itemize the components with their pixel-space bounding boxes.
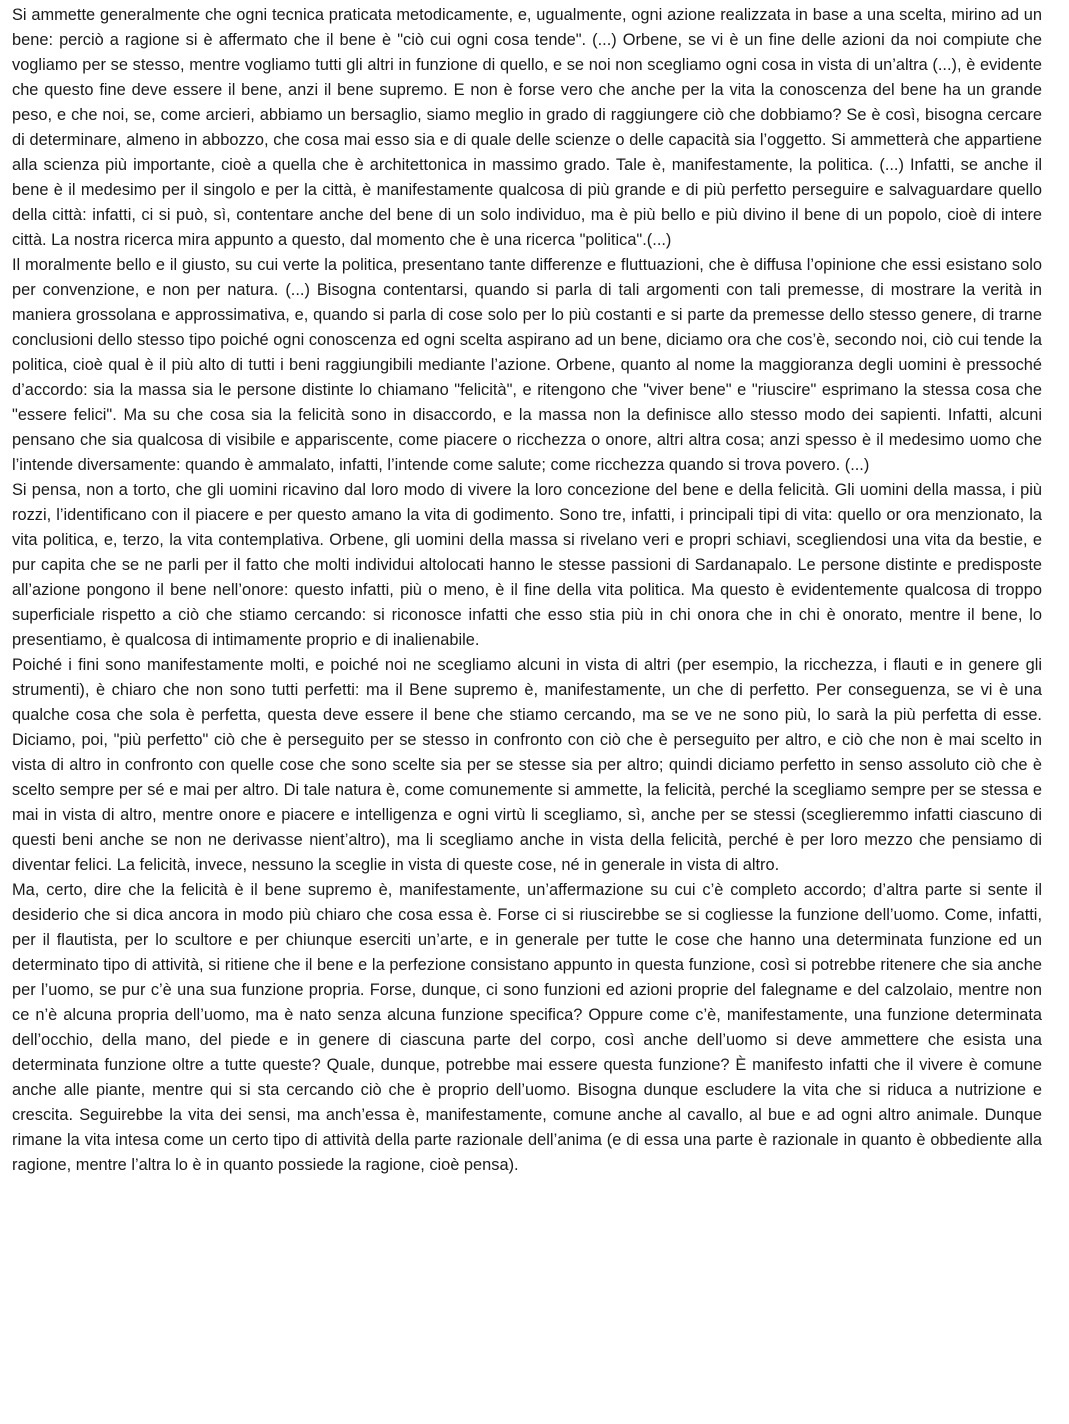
paragraph-tipi-di-vita: Si pensa, non a torto, che gli uomini ricavino dal loro modo di vivere la loro concezione del bene e della felicità. Gli uomini della massa, i più rozzi, l’identificano con il piacere e per questo amano la vita di godimento. Sono tre, infatti, i principali tipi di vita: quello or ora menzionato, la vita politica, e, terzo, la vita contemplativa. Orbene, gli uomini della massa si rivelano veri e propri schiavi, scegliendosi una vita da bestie, e pur capita che se ne parli per il fatto che molti individui altolocati hanno le stesse passioni di Sardanapalo. Le persone distinte e predisposte all’azione pongono il bene nell’onore: questo infatti, più o meno, è il fine della vita politica. Ma questo è evidentemente qualcosa di troppo superficiale rispetto a ciò che stiamo cercando: si riconosce infatti che esso stia più in chi onora che in chi è onorato, mentre il bene, lo presentiamo, è qualcosa di intimamente proprio e di inalienabile. xyxy=(12,481,1042,649)
paragraph-fini-perfetti: Poiché i fini sono manifestamente molti, e poiché noi ne scegliamo alcuni in vista di altri (per esempio, la ricchezza, i flauti e in genere gli strumenti), è chiaro che non sono tutti perfetti: ma il Bene supremo è, manifestamente, un che di perfetto. Per conseguenza, se vi è una qualche cosa che sola è perfetta, questa deve essere il bene che stiamo cercando, ma se ve ne sono più, lo sarà la più perfetta di esse. Diciamo, poi, "più perfetto" ciò che è perseguito per se stesso in confronto con ciò che è perseguito per altro, e ciò che non è mai scelto in vista di altro in confronto con quelle cose che sono scelte sia per se stesse sia per altro; quindi diciamo perfetto in senso assoluto ciò che è scelto sempre per sé e mai per altro. Di tale natura è, come comunemente si ammette, la felicità, perché la scegliamo sempre per se stessa e mai in vista di altro, mentre onore e piacere e intelligenza e ogni virtù li scegliamo, sì, anche per se stessi (sceglieremmo infatti ciascuno di questi beni anche se non ne derivasse nient’altro), ma li scegliamo anche in vista della felicità, perché è per loro mezzo che pensiamo di diventar felici. La felicità, invece, nessuno la sceglie in vista di queste cose, né in generale in vista di altro. xyxy=(12,656,1042,874)
paragraph-felicita: Il moralmente bello e il giusto, su cui verte la politica, presentano tante differenze e fluttuazioni, che è diffusa l’opinione che essi esistano solo per convenzione, e non per natura. (...) Bisogna contentarsi, quando si parla di tali argomenti con tali premesse, di mostrare la verità in maniera grossolana e approssimativa, e, quando si parla di cose solo per lo più costanti e si parte da premesse dello stesso genere, di trarne conclusioni dello stesso tipo poiché ogni conoscenza ed ogni scelta aspirano ad un bene, diciamo ora che cos’è, secondo noi, ciò cui tende la politica, cioè qual è il più alto di tutti i beni raggiungibili mediante l’azione. Orbene, quanto al nome la maggioranza degli uomini è pressoché d’accordo: sia la massa sia le persone distinte lo chiamano "felicità", e ritengono che "viver bene" e "riuscire" esprimano la stessa cosa che "essere felici". Ma su che cosa sia la felicità sono in disaccordo, e la massa non la definisce allo stesso modo dei sapienti. Infatti, alcuni pensano che sia qualcosa di visibile e appariscente, come piacere o ricchezza o onore, altri altra cosa; anzi spesso è il medesimo uomo che l’intende diversamente: quando è ammalato, infatti, l’intende come salute; come ricchezza quando si trova povero. (...) xyxy=(12,256,1042,474)
paragraph-funzione-uomo: Ma, certo, dire che la felicità è il bene supremo è, manifestamente, un’affermazione su cui c’è completo accordo; d’altra parte si sente il desiderio che si dica ancora in modo più chiaro che cosa essa è. Forse ci si riuscirebbe se si cogliesse la funzione dell’uomo. Come, infatti, per il flautista, per lo scultore e per chiunque eserciti un’arte, e in generale per tutte le cose che hanno una determinata funzione ed un determinato tipo di attività, si ritiene che il bene e la perfezione consistano appunto in questa funzione, così si potrebbe ritenere che sia anche per l’uomo, se pur c’è una sua funzione propria. Forse, dunque, ci sono funzioni ed azioni proprie del falegname e del calzolaio, mentre non ce n’è alcuna propria dell’uomo, ma è nato senza alcuna funzione specifica? Oppure come c’è, manifestamente, una funzione determinata dell’occhio, della mano, del piede e in genere di ciascuna parte del corpo, così anche dell’uomo si deve ammettere che esista una determinata funzione oltre a tutte queste? Quale, dunque, potrebbe mai essere questa funzione? È manifesto infatti che il vivere è comune anche alle piante, mentre qui si sta cercando ciò che è proprio dell’uomo. Bisogna dunque escludere la vita che si riduca a nutrizione e crescita. Seguirebbe la vita dei sensi, ma anch’essa è, manifestamente, comune anche al cavallo, al bue e ad ogni altro animale. Dunque rimane la vita intesa come un certo tipo di attività della parte razionale dell’anima (e di essa una parte è razionale in quanto è obbediente alla ragione, mentre l’altra lo è in quanto possiede la ragione, cioè pensa). xyxy=(12,881,1042,1174)
document-page xyxy=(12,3,1042,1178)
paragraph-bene-supremo: Si ammette generalmente che ogni tecnica praticata metodicamente, e, ugualmente, ogni azione realizzata in base a una scelta, mirino ad un bene: perciò a ragione si è affermato che il bene è "ciò cui ogni cosa tende". (...) Orbene, se vi è un fine delle azioni da noi compiute che vogliamo per se stesso, mentre vogliamo tutti gli altri in funzione di quello, e se noi non scegliamo ogni cosa in vista di un’altra (...), è evidente che questo fine deve essere il bene, anzi il bene supremo. E non è forse vero che anche per la vita la conoscenza del bene ha un grande peso, e che noi, se, come arcieri, abbiamo un bersaglio, siamo meglio in grado di raggiungere ciò che dobbiamo? Se è così, bisogna cercare di determinare, almeno in abbozzo, che cosa mai esso sia e di quale delle scienze o delle capacità sia l’oggetto. Si ammetterà che appartiene alla scienza più importante, cioè a quella che è architettonica in massimo grado. Tale è, manifestamente, la politica. (...) Infatti, se anche il bene è il medesimo per il singolo e per la città, è manifestamente qualcosa di più grande e di più perfetto perseguire e salvaguardare quello della città: infatti, ci si può, sì, contentare anche del bene di un solo individuo, ma è più bello e più divino il bene di un popolo, cioè di intere città. La nostra ricerca mira appunto a questo, dal momento che è una ricerca "politica".(...) xyxy=(12,6,1042,249)
